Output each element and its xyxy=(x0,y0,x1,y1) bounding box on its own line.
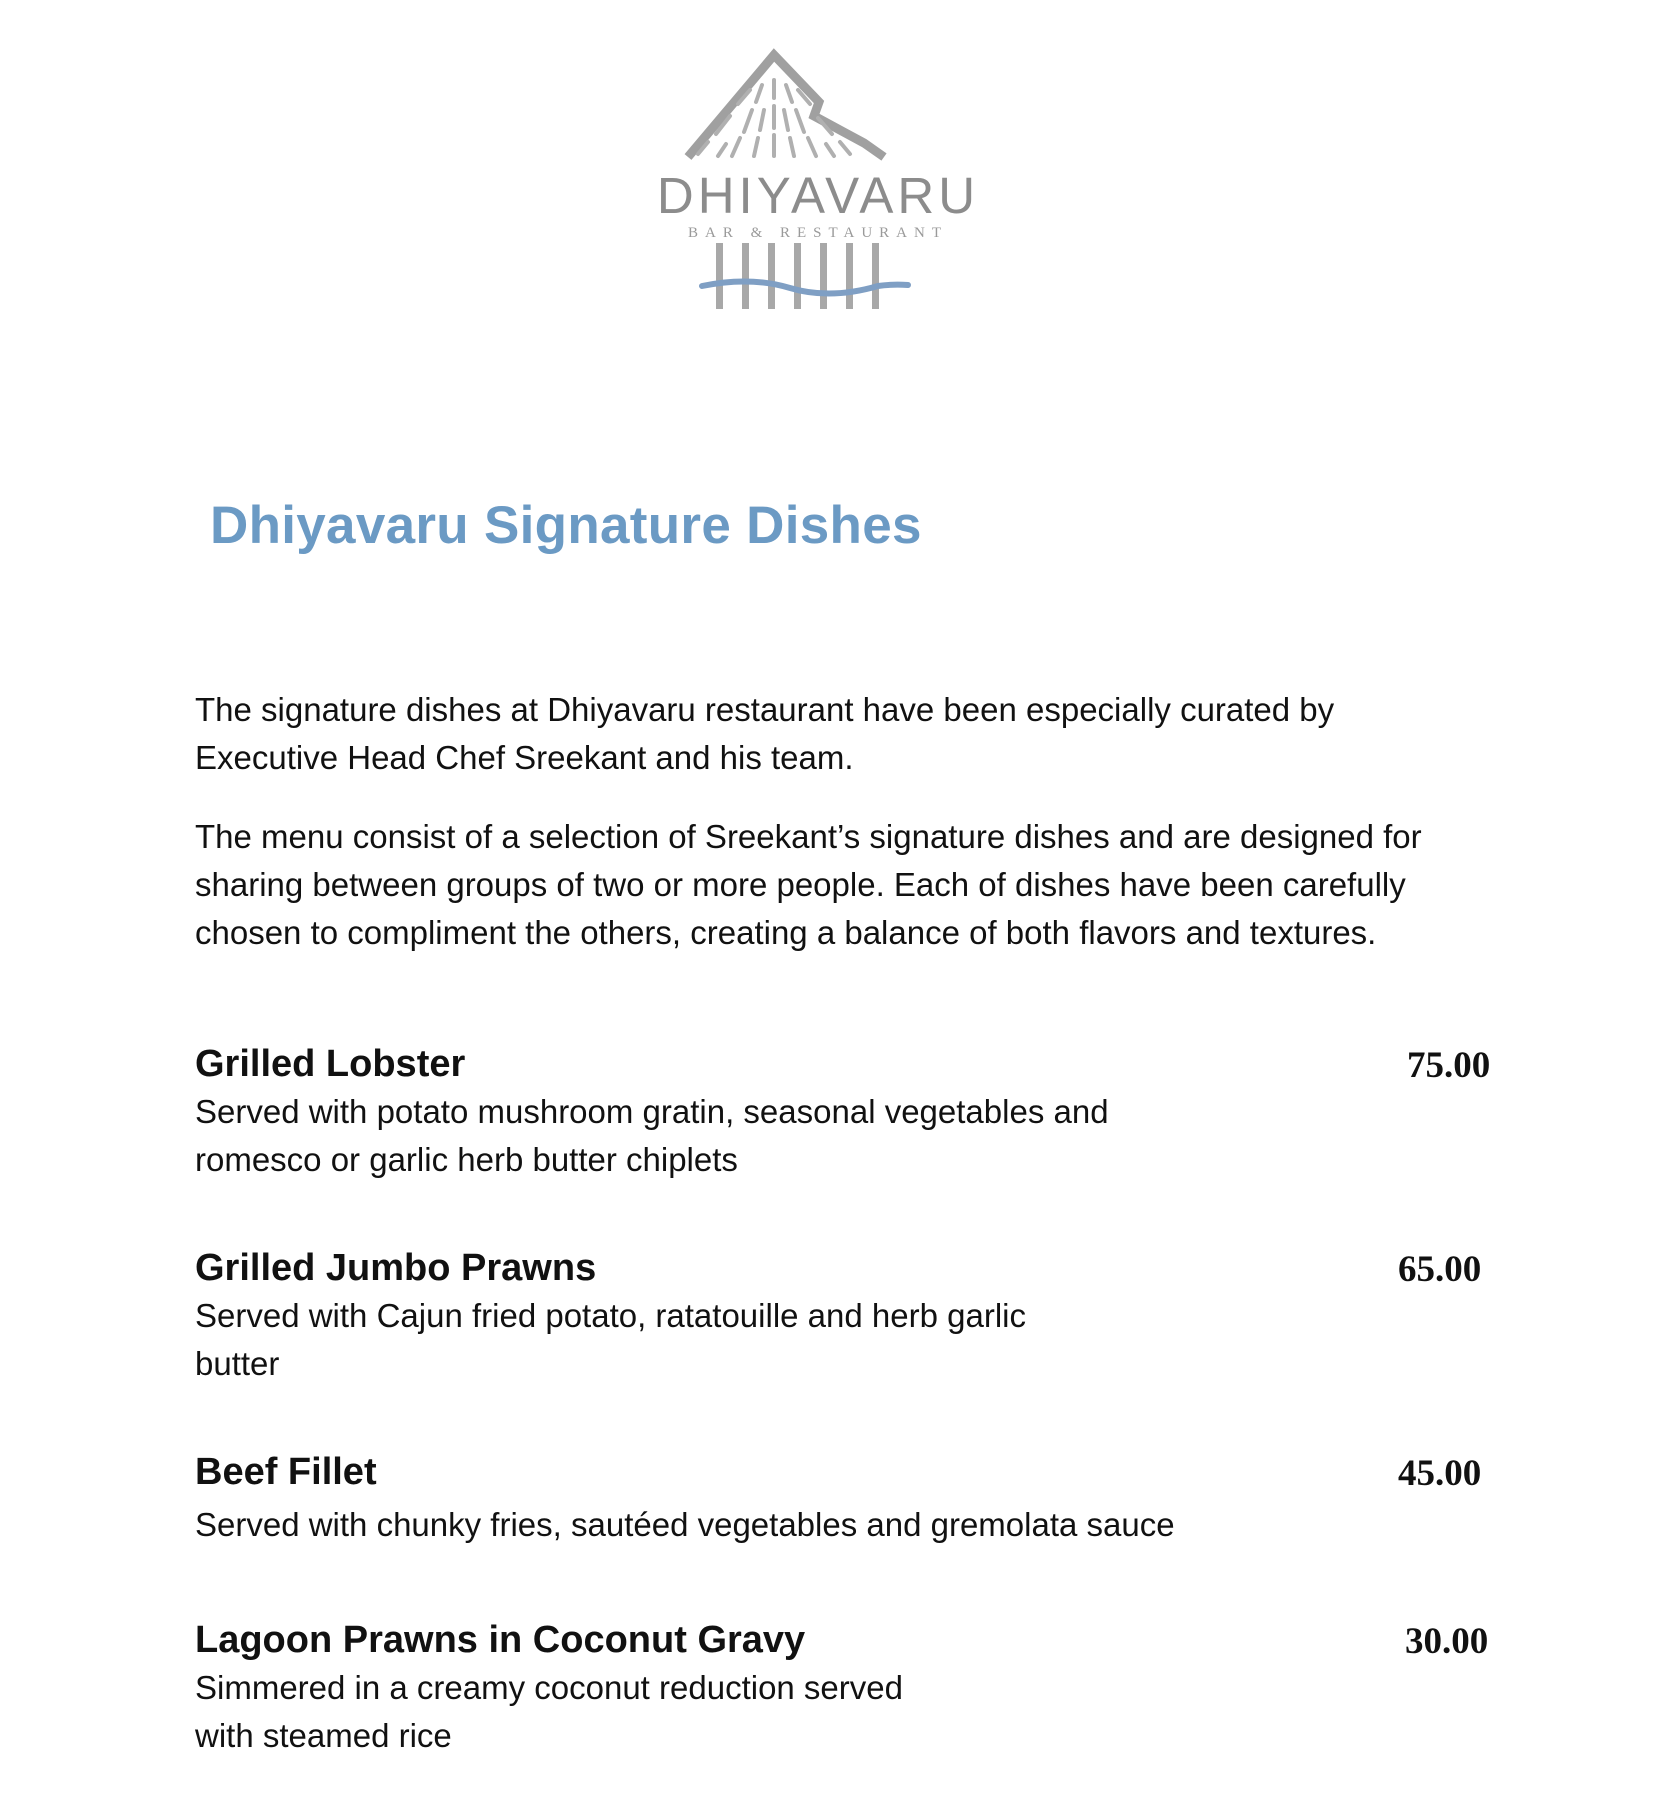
dish-name: Grilled Jumbo Prawns xyxy=(195,1247,597,1289)
roof-outline xyxy=(688,55,884,157)
intro-line: The menu consist of a selection of Sreekant’s signature dishes and are designed for xyxy=(195,818,1422,855)
dish-description xyxy=(195,1501,1175,1549)
menu-item-grilled-lobster xyxy=(195,1040,1510,1210)
description-line: butter xyxy=(195,1345,280,1382)
dish-description xyxy=(195,1292,1026,1388)
description-line: Served with Cajun fried potato, ratatouille and herb garlic xyxy=(195,1297,1026,1334)
description-line: Simmered in a creamy coconut reduction served xyxy=(195,1669,903,1706)
dish-name: Beef Fillet xyxy=(195,1451,377,1493)
dish-price: 45.00 xyxy=(1398,1453,1482,1494)
page-title: Dhiyavaru Signature Dishes xyxy=(210,496,922,555)
description-line: Served with potato mushroom gratin, seasonal vegetables and xyxy=(195,1093,1109,1130)
dish-description xyxy=(195,1088,1109,1184)
intro-line: Executive Head Chef Sreekant and his team. xyxy=(195,739,854,776)
intro-line: chosen to compliment the others, creating a balance of both flavors and textures. xyxy=(195,914,1377,951)
logo-tagline: BAR & RESTAURANT xyxy=(688,225,948,241)
logo-graphic xyxy=(640,40,1020,320)
dish-description xyxy=(195,1664,903,1760)
dish-price: 65.00 xyxy=(1398,1249,1482,1290)
intro-line: sharing between groups of two or more people. Each of dishes have been carefully xyxy=(195,866,1406,903)
logo-name: DHIYAVARU xyxy=(656,167,980,224)
description-line: with steamed rice xyxy=(195,1717,452,1754)
intro-paragraph-1 xyxy=(195,686,1495,782)
menu-item-grilled-jumbo-prawns xyxy=(195,1244,1510,1414)
dish-price: 75.00 xyxy=(1407,1045,1491,1086)
intro-paragraph-2 xyxy=(195,813,1495,957)
description-line: Served with chunky fries, sautéed vegetables and gremolata sauce xyxy=(195,1506,1175,1543)
description-line: romesco or garlic herb butter chiplets xyxy=(195,1141,738,1178)
menu-item-beef-fillet xyxy=(195,1448,1510,1618)
intro-line: The signature dishes at Dhiyavaru restaurant have been especially curated by xyxy=(195,691,1335,728)
dish-name: Lagoon Prawns in Coconut Gravy xyxy=(195,1619,806,1661)
dish-name: Grilled Lobster xyxy=(195,1043,466,1085)
dish-price: 30.00 xyxy=(1405,1621,1489,1662)
logo-stilts xyxy=(716,243,879,309)
restaurant-logo xyxy=(640,40,1020,320)
menu-item-lagoon-prawns xyxy=(195,1616,1510,1786)
